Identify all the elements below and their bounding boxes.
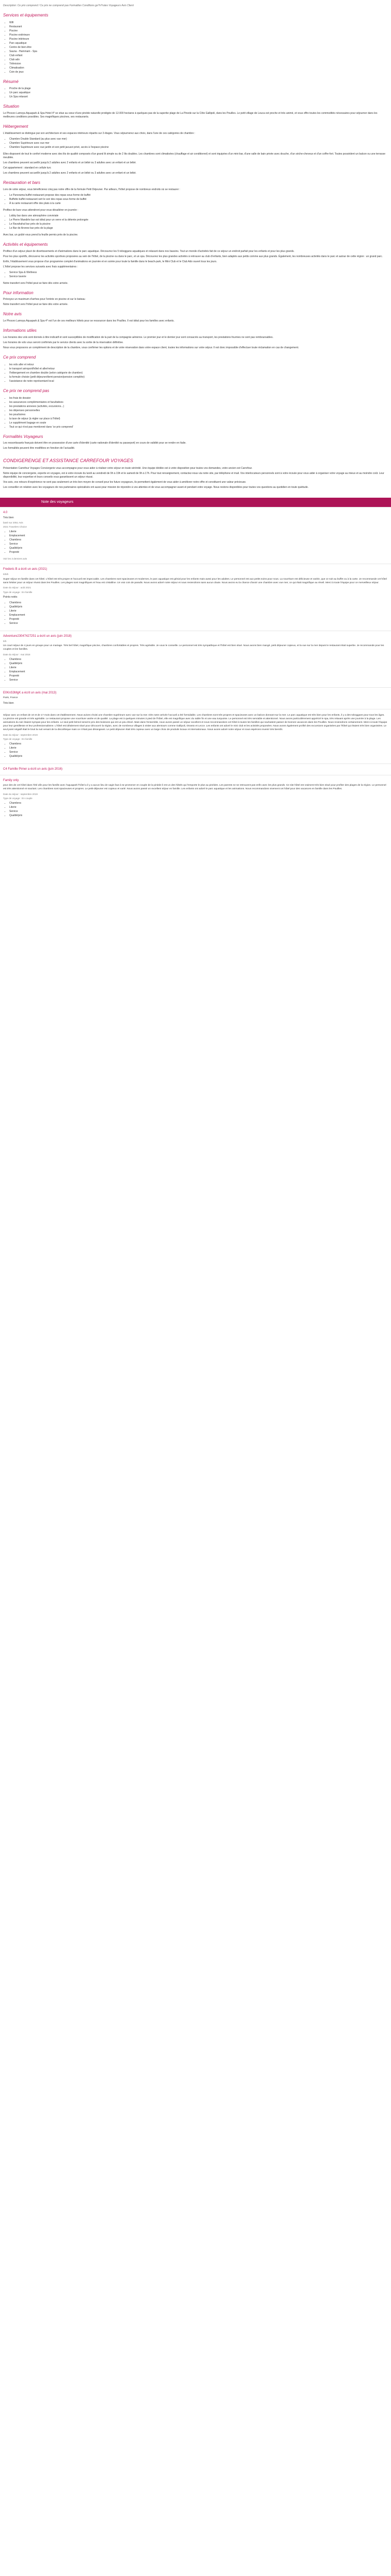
- service-item: • Centre de bien-être: [9, 45, 388, 49]
- infos-utiles-text2: Les horaires de vols vous seront confirmés par le service clients avec la sortie de la réservation définitive.: [3, 341, 124, 344]
- review-card: [0, 709, 391, 764]
- review-rating: 5/5/5: [3, 573, 9, 576]
- intro-text: Description: Ce prix comprend / Ce prix ne comprend pas Formalites Conditions ge?n?rales Voyageurs Avis Client: [3, 4, 134, 7]
- service-item: • Télévision: [9, 62, 388, 66]
- service-item: • Climatisation: [9, 66, 388, 70]
- prix-comprend-list: [3, 363, 388, 383]
- review-point: • Service: [9, 678, 388, 682]
- review-date: Date du séjour : août 2021: [3, 586, 31, 589]
- overall-item: • Chambres: [9, 538, 388, 542]
- review-point: • Literie: [9, 666, 388, 670]
- prix-comprend-item: • l'assistance de notre représentant local: [9, 379, 388, 383]
- notre-avis-text: Le Phoceo Lamoya Aquapark & Spa 4* est l'un de ces meilleurs hôtels pour se ressourcer dans les Pouilles. Il est idéal pour les familles avec enfants.: [3, 319, 174, 323]
- prix-comprend-item: • le transport aéroport/hôtel et aller/retour: [9, 367, 388, 371]
- service-item: • Parc aquatique: [9, 41, 388, 45]
- information-text: Prévoyez un maximum d'arrhes pour l'entrée en piscine et sur le bateau: [3, 298, 85, 301]
- review-title: Adventure23047427251 a écrit un avis (juin 2018): [3, 634, 72, 638]
- restauration-title: Restauration et bars: [3, 180, 41, 185]
- information-title: Pour information: [3, 290, 34, 295]
- prix-ne-comprend-title: Ce prix ne comprend pas: [3, 388, 50, 393]
- overall-meta2: 2021 Travelers Choice: [3, 525, 27, 528]
- activites-text: Profitez d'un séjour placé de divertissements et d'animations dans le parc aquatique. Découvrez les 5 toboggans aquatiques et relaxant dans nos bassins. Tout un monde d'activités fait de ce séjour un endroit parfait pour les enfants et pour les plus grands.: [3, 249, 295, 253]
- chambre-item: • Chambre Supérieure avec vue mer: [9, 141, 388, 145]
- prix-ne-comprend-item: • les frais de dossier: [9, 396, 388, 400]
- prix-ne-comprend-item: • les pourboires: [9, 413, 388, 417]
- review-date: Date du séjour : mai 2018: [3, 653, 30, 656]
- overall-item: • Qualité/prix: [9, 546, 388, 550]
- review-type: Type de voyage : En famille: [3, 737, 32, 740]
- review-points-label: Très bien: [3, 702, 14, 705]
- overall-meta1: basé sur 2051 Avis: [3, 521, 23, 524]
- prix-ne-comprend-item: • les prestations annexes (activités, excursions...): [9, 404, 388, 409]
- bar-item: • Le Pierre Mandirle bar est idéal pour un verre et la détente prolongée: [9, 218, 388, 222]
- review-date: Date du séjour : septembre 2019: [3, 793, 38, 796]
- resume-title: Résumé: [3, 79, 19, 84]
- situation-text: Le Phoceo Lamoya Aquapark & Spa Hotel 4* se situe au cœur d'une pinède naturelle protégée de 12.000 hectares à quelques pas de la superbe plage de La Pinede sur la Côte Gallipoli, dans les Pouilles. Le petit village de Leuca est proche et très animé, et vous offre toutes les commodités nécessaires pour séjourner dans les meilleures conditions possibles. Ses magnifiques piscines, ses restaurants.: [3, 112, 378, 119]
- notre-avis-title: Notre avis: [3, 312, 22, 317]
- overall-item: • Literie: [9, 530, 388, 534]
- overall-item: • Emplacement: [9, 534, 388, 538]
- review-card: [0, 764, 391, 775]
- review-point: • Literie: [9, 609, 388, 613]
- infos-utiles-text3: Nous vous proposons un complément de description de la chambre, vous confirmer les options et de votre réservation dans votre espace client, toutes les informations sur votre séjour. Il est donc impossible d'effectuer toute réclamation en cas de changement.: [3, 346, 299, 349]
- resto-item: • Le Panorama buffet restaurant propose des repas sous forme de buffet: [9, 193, 388, 197]
- services-list: [3, 21, 388, 74]
- infos-list: [3, 270, 388, 279]
- service-item: • Restaurant: [9, 25, 388, 29]
- review-rating: 5/5: [3, 639, 7, 642]
- review-point: • Literie: [9, 746, 388, 750]
- service-item: • Piscine: [9, 29, 388, 33]
- prix-comprend-item: • l'hébergement en chambre double (selon catégorie de chambre): [9, 371, 388, 375]
- bar-item: • Le Ravahahal bar près de la piscine: [9, 222, 388, 226]
- review-point: • Service: [9, 750, 388, 754]
- overall-item: • Propreté: [9, 550, 388, 554]
- review-point: • Literie: [9, 805, 388, 809]
- review-card: [0, 775, 391, 823]
- resto-item: • À la carte restaurant offre des plats à la carte: [9, 201, 388, 206]
- prix-ne-comprend-list: [3, 396, 388, 429]
- formalites-text: Les ressortissants français doivent être en possession d'une carte d'identité (carte nationale d'identité ou passeport) en cours de validité pour se rendre en Italie.: [3, 442, 187, 445]
- hebergement-text2: Elles disposent de tout le confort moderne avec des lits de qualité composés d'un grand lit simple ou de 2 lits doubles. Les chambres sont climatisées (chauffage et air conditionné) et sont équipées d'un mini-bar, d'une salle de bain privée avec douche, d'un sèche-cheveux et d'un coffre-fort. Toutes possèdent un balcon ou une terrasse meublée.: [3, 152, 386, 159]
- review-type: Type de voyage : En famille: [3, 590, 32, 594]
- reviews-list: [0, 564, 391, 823]
- resto-item: • Buffetto buffet restaurant sert le soir des repas sous forme de buffet: [9, 197, 388, 201]
- service-item: • Piscine intérieure: [9, 37, 388, 41]
- review-points-label: Points notés: [3, 595, 18, 599]
- hebergement-text4: Cet appartement : standard en cellule turc: [3, 166, 52, 170]
- formalites-title: Formalités Voyageurs: [3, 434, 43, 439]
- review-points: [3, 801, 388, 818]
- infos-text: L'hôtel propose les services suivants avec frais supplémentaires :: [3, 265, 78, 268]
- review-point: • Chambres: [9, 801, 388, 805]
- cgv-text2: Notre équipe de conciergerie, experte en voyages, est à votre écoute du lundi au vendredi de 9h à 19h et le samedi de 9h à 17h. Pour tout renseignement, contactez-nous via notre site, par téléphone et mail. Vos interlocuteurs personnels sont à votre écoute pour vous aider à organiser votre voyage au mieux et au moindre coût. Leur disponibilité, leur expertise et leurs conseils vous garantissent un séjour réussi.: [3, 472, 384, 479]
- review-point: • Qualité/prix: [9, 754, 388, 758]
- info-item: • Service Spa & Wellness: [9, 270, 388, 275]
- review-point: • Emplacement: [9, 670, 388, 674]
- resume-list: [3, 87, 388, 99]
- service-item: • Sauna - Hammam - Spa: [9, 49, 388, 54]
- overall-sub: Très bien: [3, 516, 14, 519]
- review-date: Date du séjour : septembre 2019: [3, 733, 38, 736]
- restauration-text2: Profitez de bars vous attendront pour vous désaltérer en journée :: [3, 208, 78, 212]
- review-type: Type de voyage : En couple: [3, 797, 32, 800]
- resume-item: • Proche de la plage: [9, 87, 388, 91]
- hebergement-text5: Les chambres peuvent accueillir jusqu'à 2 adultes avec 2 enfants et un bébé ou 3 adultes avec un enfant et un bébé.: [3, 171, 137, 175]
- restauration-text: Lors de votre séjour, vous bénéficierez cinq pas notre offre de la formule Petit Déjeuner. Par ailleurs, l'hôtel propose de nombreux endroits où se restaurer :: [3, 188, 181, 191]
- restos-list: [3, 193, 388, 206]
- review-points: [3, 742, 388, 758]
- activites-title: Activités et équipements: [3, 242, 48, 247]
- prix-ne-comprend-item: • les assurances complémentaires et facultatives: [9, 400, 388, 404]
- prix-ne-comprend-item: • les dépenses personnelles: [9, 409, 388, 413]
- formalites-text2: Les formalités peuvent être modifiées en fonction de l'actualité.: [3, 447, 75, 450]
- overall-item: • Service: [9, 542, 388, 546]
- overall-meta3[interactable]: Voir les 3 derniers avis: [3, 557, 27, 561]
- cgv-text4: Les conseiller en relation avec les voyageurs de nos partenaires spécialisés ont aussi pour mission de répondre à vos attentes et de vous accompagner avant et pendant votre voyage. Nous restons disponibles pour toutes vos questions au quotidien en toute quiétude.: [3, 486, 309, 489]
- hebergement-text3: Les chambres peuvent accueillir jusqu'à 2 adultes avec 2 enfants et un bébé ou 3 adultes avec un enfant et un bébé.: [3, 161, 137, 164]
- review-card: [0, 631, 391, 687]
- cgv-text: Présentation Carrefour Voyages Conciergerie vous accompagne pour vous aider à réaliser votre séjour en toute sérénité. Une équipe dédiée est à votre disposition pour toutes vos demandes, votre ancien est Carrefour.: [3, 467, 253, 470]
- info-item: • Service laverie: [9, 275, 388, 279]
- review-title: Family only: [3, 779, 19, 783]
- review-card: [0, 687, 391, 709]
- service-item: • Club enfant: [9, 54, 388, 58]
- bar-item: • Le Bar de Aronne bar près de la plage: [9, 226, 388, 230]
- prix-ne-comprend-item: • Le supplément bagage en soute: [9, 421, 388, 425]
- infos-text2: Notre transfert vers l'hôtel peut se faire dès votre arrivée.: [3, 281, 69, 285]
- prix-comprend-item: • la formule choisie (petit déjeuner/demi-pension/pension complète): [9, 375, 388, 379]
- review-point: • Chambres: [9, 601, 388, 605]
- bars-list: [3, 214, 388, 230]
- review-card: [0, 564, 391, 630]
- review-title: Frederic B a écrit un avis (2021): [3, 568, 47, 571]
- situation-title: Situation: [3, 104, 20, 109]
- hebergement-text: L'établissement se distingue par son architecture et ses espaces intérieurs répartis sur 3 étages. Vous séjournerez aux choix, dans l'une de ces catégories de chambre :: [3, 131, 196, 135]
- overall-list: [3, 530, 388, 554]
- service-item: • Wifi: [9, 21, 388, 25]
- review-point: • Chambres: [9, 742, 388, 746]
- review-points: [3, 657, 388, 682]
- overall-score: 4.0: [3, 511, 8, 514]
- chambre-item: • Chambre Supérieure avec vue jardin et son petit jacuzzi privé, accès à l'espace piscine: [9, 145, 388, 149]
- review-text: Un court séjour de 4 jours en groupe pour un mariage. Très bel hôtel, magnifique piscine, chambres confortables et propres. Très agréable. Je vous le conseille. Le personnel est très sympathique et l'hôtel est bien situé. Nous avons bien mangé, petit déjeuner copieux, et la vue sur la mer depuis le restaurant était superbe. Je recommande pour les couples et les familles.: [3, 644, 384, 651]
- overall-rating: [0, 507, 391, 564]
- hebergement-title: Hébergement: [3, 124, 28, 129]
- cgv-text3: Vos avis, vos retours d'expérience ne sont pas seulement un très bon moyen de conseil pour les futurs voyageurs, ils permettent également de vous aider à améliorer notre offre et constituent une valeur précieuse.: [3, 481, 247, 484]
- information-text2: Notre transfert vers l'hôtel peut se faire dès votre arrivée.: [3, 303, 69, 307]
- review-text: Séjour avec un enfant de 10 et de 17 mois dans cet établissement. Nous avions choisi une chambre supérieure avec vue sur la mer. Dès notre arrivée l'accueil a été formidable. Les chambres sont très propres et spacieuses avec un balcon donnant sur la mer. Le parc aquatique est très bien pour les enfants, il y a des toboggans pour tous les âges. La piscine est grande et très agréable. Le restaurant propose une nourriture variée et de qualité. La plage est à quelques minutes à pied de l'hôtel, elle est magnifique avec du sable fin et une eau turquoise. Le personnel est très serviable et attentionné. Nous avons particulièrement apprécié le spa, très relaxant après une journée à la plage. Les animations du soir étaient sympas pour les enfants. Le seul petit bémol serait le prix des boissons qui est un peu élevé. Mais dans l'ensemble, nous avons passé un séjour excellent et nous recommandons cet hôtel à toutes les familles qui souhaitent passer de bonnes vacances dans les Pouilles. Nous reviendrons certainement. Merci à toute l'équipe pour leur gentillesse et leur professionnalisme. L'hôtel est idéalement situé pour découvrir la région, avec de nombreux villages à visiter aux alentours comme Gallipoli, Otranto et Lecce. Les enfants ont adoré le mini club et les activités proposées. Nous avons également profité des excursions organisées par l'hôtel qui étaient très bien organisées. Le seul point négatif était le bruit la nuit venant de la discothèque mais ce n'était pas dérangeant. Le petit déjeuner était très copieux avec un large choix de produits locaux et internationaux. Nous avons adoré notre séjour et nous espérons revenir très bientôt.: [3, 714, 387, 731]
- prix-comprend-item: • les vols aller et retour: [9, 363, 388, 367]
- review-point: • Chambres: [9, 657, 388, 662]
- infos-utiles-title: Informations utiles: [3, 328, 37, 333]
- restauration-text3: Avec bar, un goûté vous prend la feuille permis près de la piscine.: [3, 233, 78, 236]
- prix-ne-comprend-item: • la taxe de séjour (à régler sur place à l'hôtel): [9, 417, 388, 421]
- review-point: • Propreté: [9, 674, 388, 678]
- activites-text3: Enfin, l'établissement vous propose d'un programme complet d'animations en journée et en soirée pour toute la famille dans le beach-park, le Mini Club et le Club Ado ouvert tous les jours.: [3, 260, 217, 263]
- review-text: Paris, France: [3, 697, 18, 700]
- review-point: • Emplacement: [9, 613, 388, 617]
- avis-bar: Note des voyageurs: [0, 498, 391, 506]
- review-text: pour des de cet hôtel dans l'été afin pour les famille avec l'aquapark l'hôtel a il y a aucun lieu de vagin faut à se promener en couple de la pinède il est un des hôtels qui l'emporte le plus au pinèdes. Les parents ne se retrouvent pas enfin avec les plus grands. Ce site hôtel est vraiment très bien situé pour profiter des plages de la région. Le personnel est très attentionné et souriant. Les chambres sont spacieuses et propres. Le petit-déjeuner est copieux et varié. Nous avons passé un excellent séjour en famille. Les enfants ont adoré le parc aquatique et les animations. Nous recommandons vivement cet hôtel pour des vacances en famille dans les Pouilles.: [3, 784, 386, 791]
- resume-item: • Un parc aquatique: [9, 91, 388, 95]
- review-point: • Propreté: [9, 617, 388, 621]
- services-title: Services et équipements: [3, 12, 48, 18]
- resume-item: • Un Spa relaxant: [9, 95, 388, 99]
- prix-comprend-title: Ce prix comprend: [3, 354, 36, 360]
- prix-ne-comprend-item: • Tout ce qui n'est pas mentionné dans 'ce prix comprend': [9, 425, 388, 429]
- content: [0, 0, 391, 489]
- chambre-item: • Chambre Double Standard (au plus avec vue mer): [9, 137, 388, 141]
- review-point: • Service: [9, 809, 388, 814]
- review-title: C4 Famille Pirner a écrit un avis (juin 2016): [3, 767, 63, 771]
- activites-text2: Pour les plus sportifs, découvrez les activités sportives proposées au sein de l'hôtel, de la piscine ou dans le parc, et un spa. Découvrez les plus grandes activités à retrouver au club d'enfants, bien adaptés aux petits comme aux plus grands. Également, les nombreuses activités dans le parc et autour de cette région : un grand parc.: [3, 255, 383, 258]
- review-point: • Qualité/prix: [9, 605, 388, 609]
- cgv-title: CONDIGERENGE ET ASSISTANCE CARREFOUR VOYAGES: [3, 458, 134, 464]
- service-item: • Coin de jeux: [9, 70, 388, 74]
- review-text: Super séjour en famille dans cet hôtel. L'hôtel est très propre et l'accueil est impeccable. Les chambres sont spacieuses et modernes, le parc aquatique est génial pour les enfants mais aussi pour les adultes. Le personnel est aux petits soins pour nous. La nourriture est délicieuse et variée, que ce soit au buffet ou à la carte. Je recommande cet hôtel sans hésiter pour un séjour réussi dans les Pouilles. Les plages sont magnifiques et l'eau est cristalline. Un vrai coin de paradis. Nous avons adoré notre séjour et nous reviendrons sans aucun doute. Nous avons eu la chance d'avoir une chambre avec vue mer, ce qui était magnifique au réveil. Merci à toute l'équipe pour ce merveilleux séjour.: [3, 578, 387, 584]
- service-item: • Club ado: [9, 58, 388, 62]
- review-title: E0KnS3MgK a écrit un avis (mai 2013): [3, 691, 57, 694]
- review-points: [3, 601, 388, 625]
- review-point: • Qualité/prix: [9, 814, 388, 818]
- review-point: • Service: [9, 621, 388, 625]
- review-point: • Qualité/prix: [9, 662, 388, 666]
- chambres-list: [3, 137, 388, 149]
- service-item: • Piscine extérieure: [9, 33, 388, 37]
- bar-item: • Lobby bar dans une atmosphère conviviale: [9, 214, 388, 218]
- infos-utiles-text: Les horaires des vols sont donnés à titre indicatif et sont susceptibles de modification de la part de la compagnie aérienne. Le premier jour et le dernier jour sont consacrés au transport, les prestations fournies ne sont pas remboursables.: [3, 335, 273, 339]
